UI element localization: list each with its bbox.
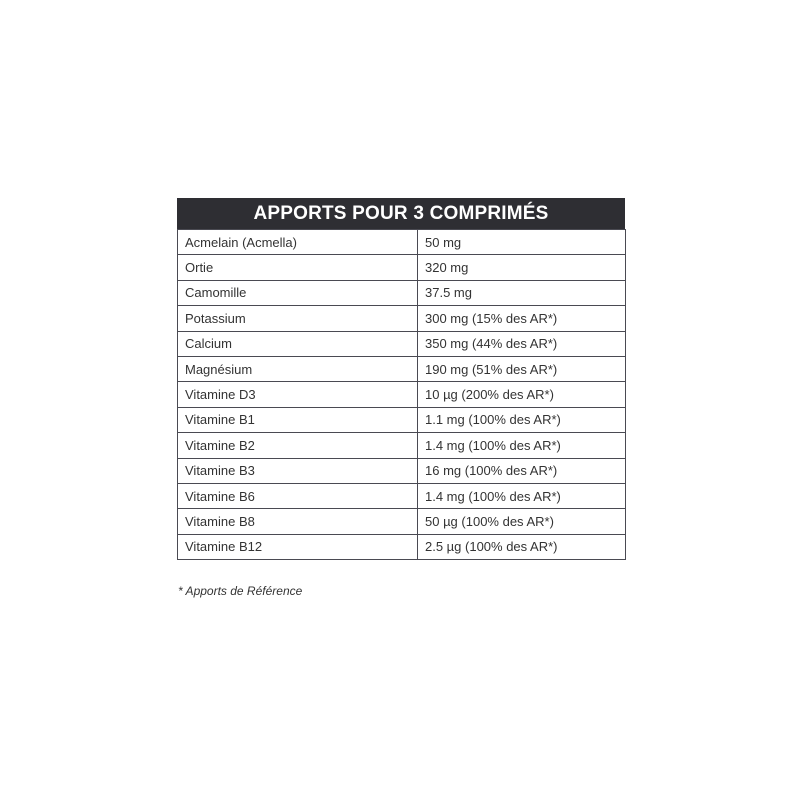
table-row [178, 356, 626, 381]
nutrient-name: Vitamine B6 [178, 483, 418, 508]
table-row [178, 382, 626, 407]
nutrient-value: 10 µg (200% des AR*) [418, 382, 626, 407]
table-row [178, 230, 626, 255]
nutrient-value: 1.1 mg (100% des AR*) [418, 407, 626, 432]
nutrition-rows [177, 229, 626, 560]
nutrient-name: Vitamine B2 [178, 433, 418, 458]
nutrient-value: 50 µg (100% des AR*) [418, 509, 626, 534]
table-row [178, 509, 626, 534]
nutrient-value: 16 mg (100% des AR*) [418, 458, 626, 483]
nutrient-value: 300 mg (15% des AR*) [418, 306, 626, 331]
table-row [178, 255, 626, 280]
table-row [178, 458, 626, 483]
nutrient-value: 320 mg [418, 255, 626, 280]
table-row [178, 331, 626, 356]
nutrient-value: 37.5 mg [418, 280, 626, 305]
nutrient-value: 1.4 mg (100% des AR*) [418, 433, 626, 458]
table-row [178, 407, 626, 432]
nutrient-name: Vitamine B1 [178, 407, 418, 432]
nutrient-name: Vitamine D3 [178, 382, 418, 407]
footnote: * Apports de Référence [178, 584, 303, 598]
nutrient-value: 50 mg [418, 230, 626, 255]
nutrient-name: Vitamine B3 [178, 458, 418, 483]
table-row [178, 534, 626, 559]
nutrient-name: Vitamine B12 [178, 534, 418, 559]
table-row [178, 280, 626, 305]
nutrient-name: Ortie [178, 255, 418, 280]
nutrient-name: Acmelain (Acmella) [178, 230, 418, 255]
table-row [178, 306, 626, 331]
nutrient-name: Magnésium [178, 356, 418, 381]
table-title: APPORTS POUR 3 COMPRIMÉS [177, 198, 625, 229]
nutrient-name: Calcium [178, 331, 418, 356]
table-row [178, 433, 626, 458]
nutrient-value: 1.4 mg (100% des AR*) [418, 483, 626, 508]
nutrient-name: Camomille [178, 280, 418, 305]
nutrient-name: Potassium [178, 306, 418, 331]
nutrient-name: Vitamine B8 [178, 509, 418, 534]
table-row [178, 483, 626, 508]
nutrient-value: 2.5 µg (100% des AR*) [418, 534, 626, 559]
nutrition-table [177, 198, 625, 560]
nutrient-value: 190 mg (51% des AR*) [418, 356, 626, 381]
nutrient-value: 350 mg (44% des AR*) [418, 331, 626, 356]
